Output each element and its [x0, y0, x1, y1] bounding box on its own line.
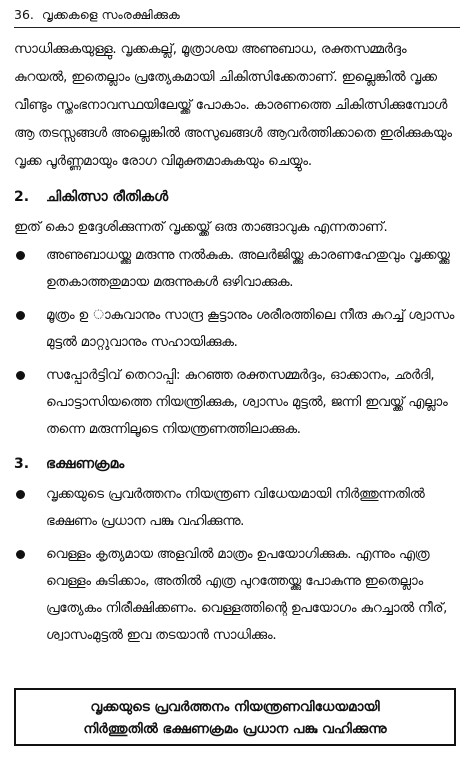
- treatment-list: [14, 242, 460, 443]
- section-heading-treatment: [14, 184, 460, 210]
- diet-list: [14, 481, 460, 649]
- page-body: [14, 36, 460, 655]
- highlight-box: [14, 688, 456, 746]
- bullet-icon: [16, 490, 25, 499]
- list-item-text: മൂത്രം ഉ ാകുവാനും സാന്ദ്ര കൂട്ടാനും ശരീരത്തിലെ നീരു കുറച്ച് ശ്വാസം മുട്ടൽ മാറ്റുവാനും സഹായിക്കുക.: [46, 308, 455, 350]
- bullet-icon: [16, 311, 25, 320]
- list-item-text: വെള്ളം കൃത്യമായ അളവിൽ മാത്രം ഉപയോഗിക്കുക. എന്നും എത്ര വെള്ളം കുടിക്കാം, അതിൽ എത്ര പുറത്തേയ്ക്കു പോകുന്നു ഇതെല്ലാം പ്രത്യേകം നിരീക്ഷിക്കണം. വെള്ളത്തിന്റെ ഉപയോഗം കുറച്ചാൽ നീര്, ശ്വാസംമുട്ടൽ ഇവ തടയാൻ സാധിക്കും.: [46, 547, 448, 643]
- highlight-line-1: വൃക്കയുടെ പ്രവർത്തനം നിയന്ത്രണവിധേയമായി: [90, 699, 380, 715]
- highlight-line-2: നിർത്തുതിൽ ഭക്ഷണക്രമം പ്രധാന പങ്കു വഹിക്കുന്നു: [83, 721, 387, 737]
- list-item: [14, 302, 460, 356]
- list-item-text: വൃക്കയുടെ പ്രവർത്തനം നിയന്ത്രണ വിധേയമായി നിർത്തുന്നതിൽ ഭക്ഷണം പ്രധാന പങ്കു വഹിക്കുന്നു.: [46, 487, 425, 529]
- section-number: 3.: [14, 456, 30, 472]
- section-title: ഭക്ഷണക്രമം: [46, 456, 125, 472]
- section-intro: ഇത് കൊ ഉദ്ദേശിക്കുന്നത് വൃക്കയ്ക്ക് ഒരു താങ്ങാവുക എന്നതാണ്.: [14, 220, 388, 235]
- list-item: [14, 541, 460, 649]
- section-heading-diet: [14, 451, 460, 477]
- running-title: വൃക്കകളെ സംരക്ഷിക്കുക: [41, 7, 180, 22]
- bullet-icon: [16, 371, 25, 380]
- section-title: ചികിത്സാ രീതികൾ: [46, 189, 169, 205]
- list-item: [14, 362, 460, 443]
- list-item-text: അണുബാധയ്ക്കു മരുന്നു നൽകുക. അലർജിയ്ക്കു കാരണഹേതുവും വൃക്കയ്ക്കു ഉതകാത്തതുമായ മരുന്നുകൾ ഒഴിവാക്കുക.: [46, 248, 450, 290]
- page-number: 36.: [14, 7, 34, 22]
- page-header: [14, 6, 460, 28]
- bullet-icon: [16, 550, 25, 559]
- section-number: 2.: [14, 189, 30, 205]
- list-item-text: സപ്പോർട്ടിവ് തെറാപ്പി: കുറഞ്ഞ രക്തസമ്മർദ്ദം, ഓക്കാനം, ഛർദി, പൊട്ടാസിയത്തെ നിയന്ത്രിക്കുക, ശ്വാസം മുട്ടൽ, ജന്നി ഇവയ്ക്ക് എല്ലാം തന്നെ മരുന്നിലൂടെ നിയന്ത്രണത്തിലാക്കുക.: [46, 368, 448, 437]
- bullet-icon: [16, 251, 25, 260]
- list-item: [14, 242, 460, 296]
- intro-paragraph: സാധിക്കുകയുള്ളു. വൃക്കകല്ല്, മൂത്രാശയ അണുബാധ, രക്തസമ്മർദ്ദം കുറയൽ, ഇതെല്ലാം പ്രത്യേകമായി ചികിത്സിക്കേതാണ്. ഇല്ലെങ്കിൽ വൃക്ക വീണ്ടും സ്തംഭനാവസ്ഥയിലേയ്ക്ക് പോകാം. കാരണത്തെ ചികിത്സിക്കുമ്പോൾ ആ തടസ്സങ്ങൾ അല്ലെങ്കിൽ അസുഖങ്ങൾ ആവർത്തിക്കാതെ ഇരിക്കുകയും വൃക്ക പൂർണ്ണമായും രോഗ വിമുക്തമാകുകയും ചെയ്യും.: [14, 42, 452, 169]
- list-item: [14, 481, 460, 535]
